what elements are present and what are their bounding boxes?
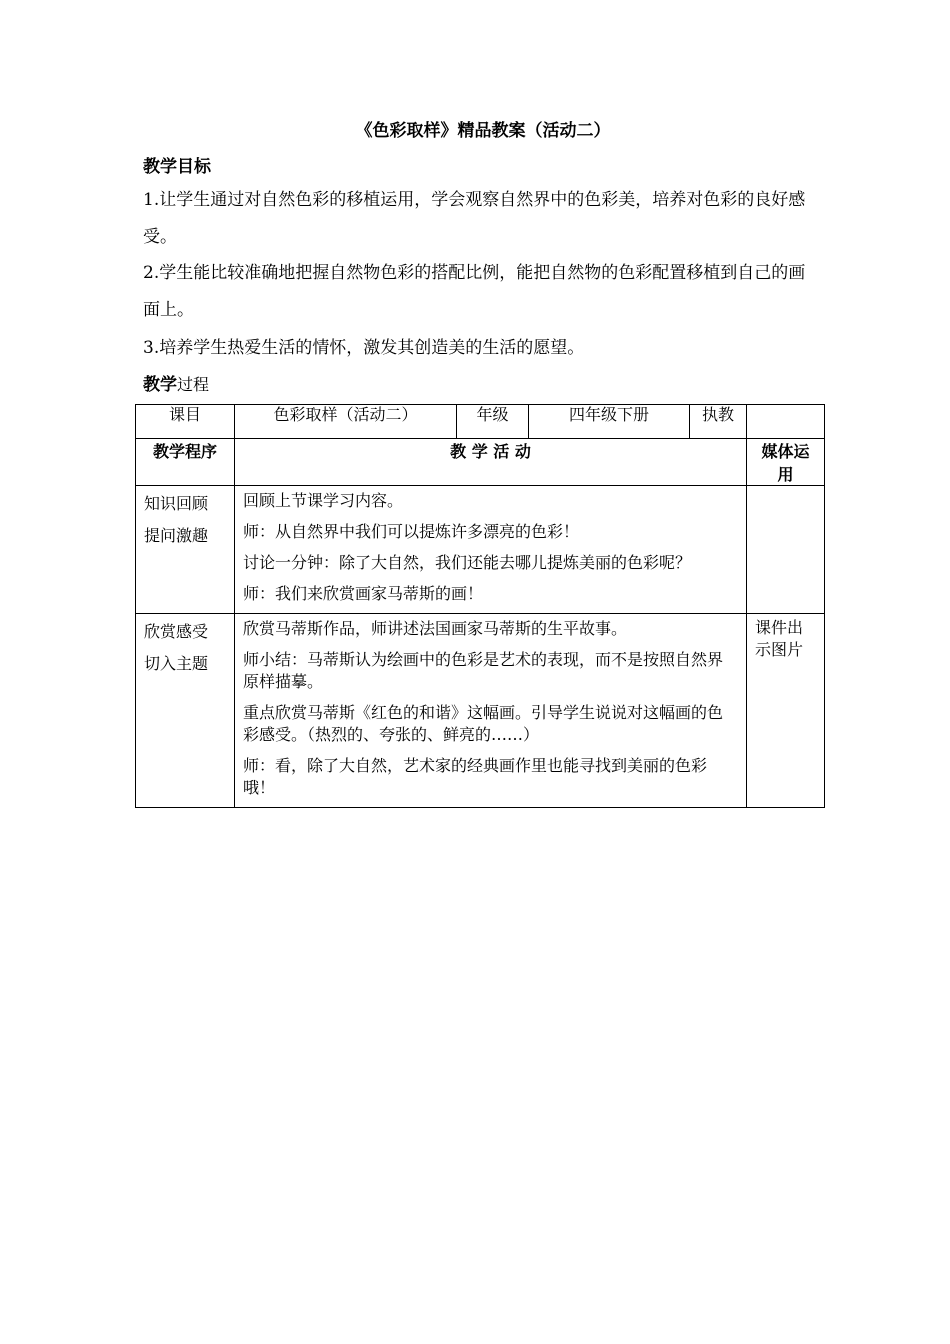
procedure-line: 提问激趣 bbox=[144, 526, 209, 545]
goal-2: 2.学生能比较准确地把握自然物色彩的搭配比例，能把自然物的色彩配置移植到自己的画面上。 bbox=[143, 263, 806, 320]
activity-item: 师小结：马蒂斯认为绘画中的色彩是艺术的表现，而不是按照自然界原样描摹。 bbox=[243, 650, 724, 691]
activity-item: 回顾上节课学习内容。 bbox=[243, 491, 404, 510]
process-heading bbox=[143, 370, 209, 395]
procedure-cell bbox=[136, 486, 235, 614]
header-procedure: 教学程序 bbox=[136, 439, 235, 486]
course-label: 课目 bbox=[136, 405, 235, 439]
info-row bbox=[136, 405, 825, 439]
goal-3: 3.培养学生热爱生活的情怀，激发其创造美的生活的愿望。 bbox=[143, 338, 585, 358]
activity-item: 讨论一分钟：除了大自然，我们还能去哪儿提炼美丽的色彩呢？ bbox=[243, 553, 692, 572]
procedure-line: 欣赏感受 bbox=[144, 622, 209, 641]
activity-cell bbox=[235, 486, 747, 614]
procedure-line: 切入主题 bbox=[144, 654, 209, 673]
grade-value: 四年级下册 bbox=[529, 405, 690, 439]
activity-item: 欣赏马蒂斯作品，师讲述法国画家马蒂斯的生平故事。 bbox=[243, 619, 628, 638]
header-row bbox=[136, 439, 825, 486]
media-cell bbox=[747, 486, 825, 614]
process-heading-bold: 教学 bbox=[143, 375, 177, 395]
table-row bbox=[136, 486, 825, 614]
activity-item: 师：看，除了大自然，艺术家的经典画作里也能寻找到美丽的色彩哦！ bbox=[243, 756, 708, 797]
activity-cell bbox=[235, 614, 747, 808]
activity-item: 师：我们来欣赏画家马蒂斯的画！ bbox=[243, 584, 484, 603]
course-value: 色彩取样（活动二） bbox=[235, 405, 457, 439]
procedure-cell bbox=[136, 614, 235, 808]
table-row bbox=[136, 614, 825, 808]
procedure-line: 知识回顾 bbox=[144, 494, 209, 513]
teacher-value bbox=[747, 405, 825, 439]
goal-1: 1.让学生通过对自然色彩的移植运用，学会观察自然界中的色彩美，培养对色彩的良好感受。 bbox=[143, 190, 806, 247]
grade-label: 年级 bbox=[457, 405, 529, 439]
media-cell: 课件出示图片 bbox=[747, 614, 825, 808]
header-activity: 教 学 活 动 bbox=[235, 439, 747, 486]
goals-heading: 教学目标 bbox=[143, 157, 211, 177]
lesson-table bbox=[135, 404, 825, 808]
teacher-label: 执教 bbox=[690, 405, 747, 439]
activity-item: 师：从自然界中我们可以提炼许多漂亮的色彩！ bbox=[243, 522, 580, 541]
activity-item: 重点欣赏马蒂斯《红色的和谐》这幅画。引导学生说说对这幅画的色彩感受。（热烈的、夸张的、鲜亮的……） bbox=[243, 703, 724, 744]
header-media: 媒体运用 bbox=[747, 439, 825, 486]
process-heading-rest: 过程 bbox=[177, 375, 210, 394]
document-title: 《色彩取样》精品教案（活动二） bbox=[355, 121, 611, 141]
